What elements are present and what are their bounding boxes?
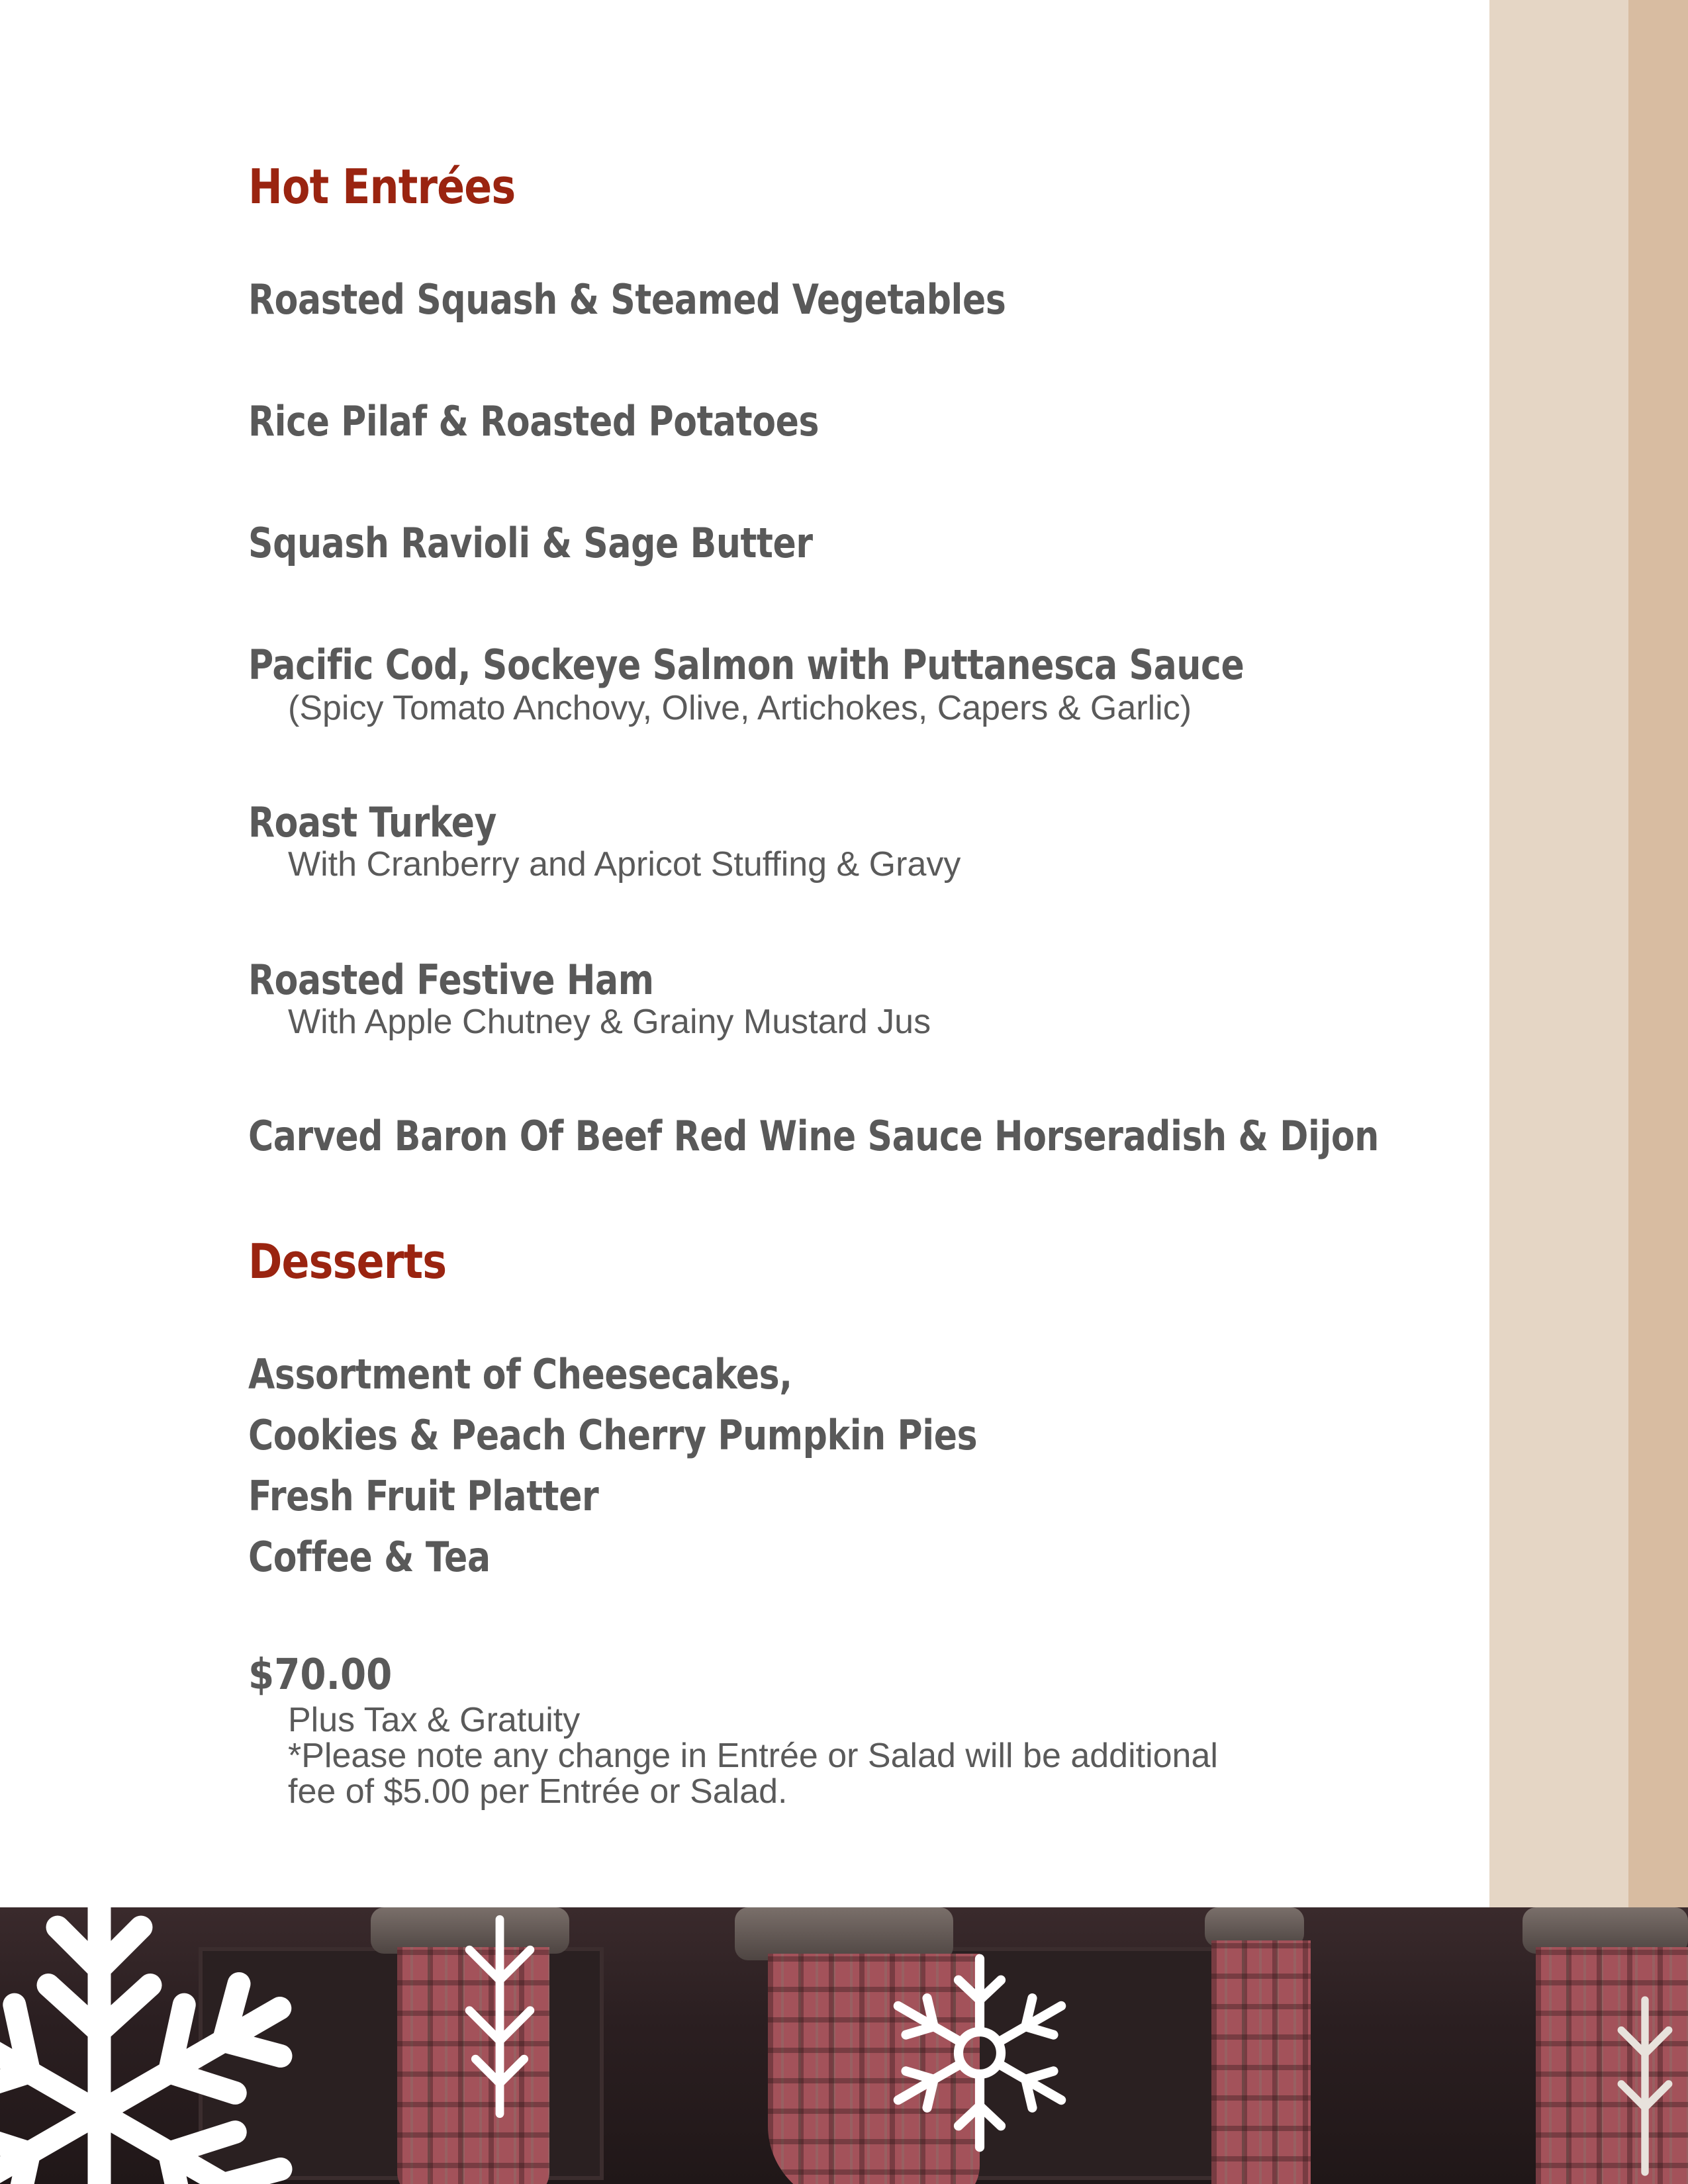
dessert-item: Fresh Fruit Platter xyxy=(248,1472,599,1520)
menu-price: $70.00 xyxy=(248,1651,393,1700)
menu-item-description: With Apple Chutney & Grainy Mustard Jus xyxy=(288,1003,931,1041)
snowflake-icon xyxy=(0,1907,331,2184)
section-heading-desserts: Desserts xyxy=(248,1234,447,1289)
menu-item-title: Squash Ravioli & Sage Butter xyxy=(248,519,813,567)
menu-item-title: Pacific Cod, Sockeye Salmon with Puttanesca Sauce xyxy=(248,641,1244,689)
decorative-stripe-light xyxy=(1489,0,1628,1907)
snowflake-icon xyxy=(874,1940,1086,2165)
menu-item-title: Rice Pilaf & Roasted Potatoes xyxy=(248,397,820,445)
menu-item-title: Carved Baron Of Beef Red Wine Sauce Horseradish & Dijon xyxy=(248,1112,1379,1160)
menu-item-title: Roasted Squash & Steamed Vegetables xyxy=(248,275,1006,324)
footer-photo-band xyxy=(0,1907,1688,2184)
price-note: fee of $5.00 per Entrée or Salad. xyxy=(288,1772,788,1811)
menu-item-description: (Spicy Tomato Anchovy, Olive, Artichokes, Capers & Garlic) xyxy=(288,689,1192,727)
price-note: *Please note any change in Entrée or Salad will be additional xyxy=(288,1737,1218,1775)
menu-item-title: Roast Turkey xyxy=(248,798,497,846)
decorative-stripe-dark xyxy=(1628,0,1688,1907)
dessert-item: Assortment of Cheesecakes, xyxy=(248,1350,792,1398)
menu-item-title: Roasted Festive Ham xyxy=(248,956,654,1004)
menu-item-description: With Cranberry and Apricot Stuffing & Gravy xyxy=(288,845,961,884)
stocking xyxy=(1211,1940,1311,2184)
section-heading-hot-entrees: Hot Entrées xyxy=(248,159,516,214)
snowflake-icon xyxy=(1602,1987,1688,2184)
dessert-item: Coffee & Tea xyxy=(248,1533,491,1581)
price-note: Plus Tax & Gratuity xyxy=(288,1701,581,1739)
snowflake-icon xyxy=(424,1907,576,2126)
dessert-item: Cookies & Peach Cherry Pumpkin Pies xyxy=(248,1411,978,1459)
